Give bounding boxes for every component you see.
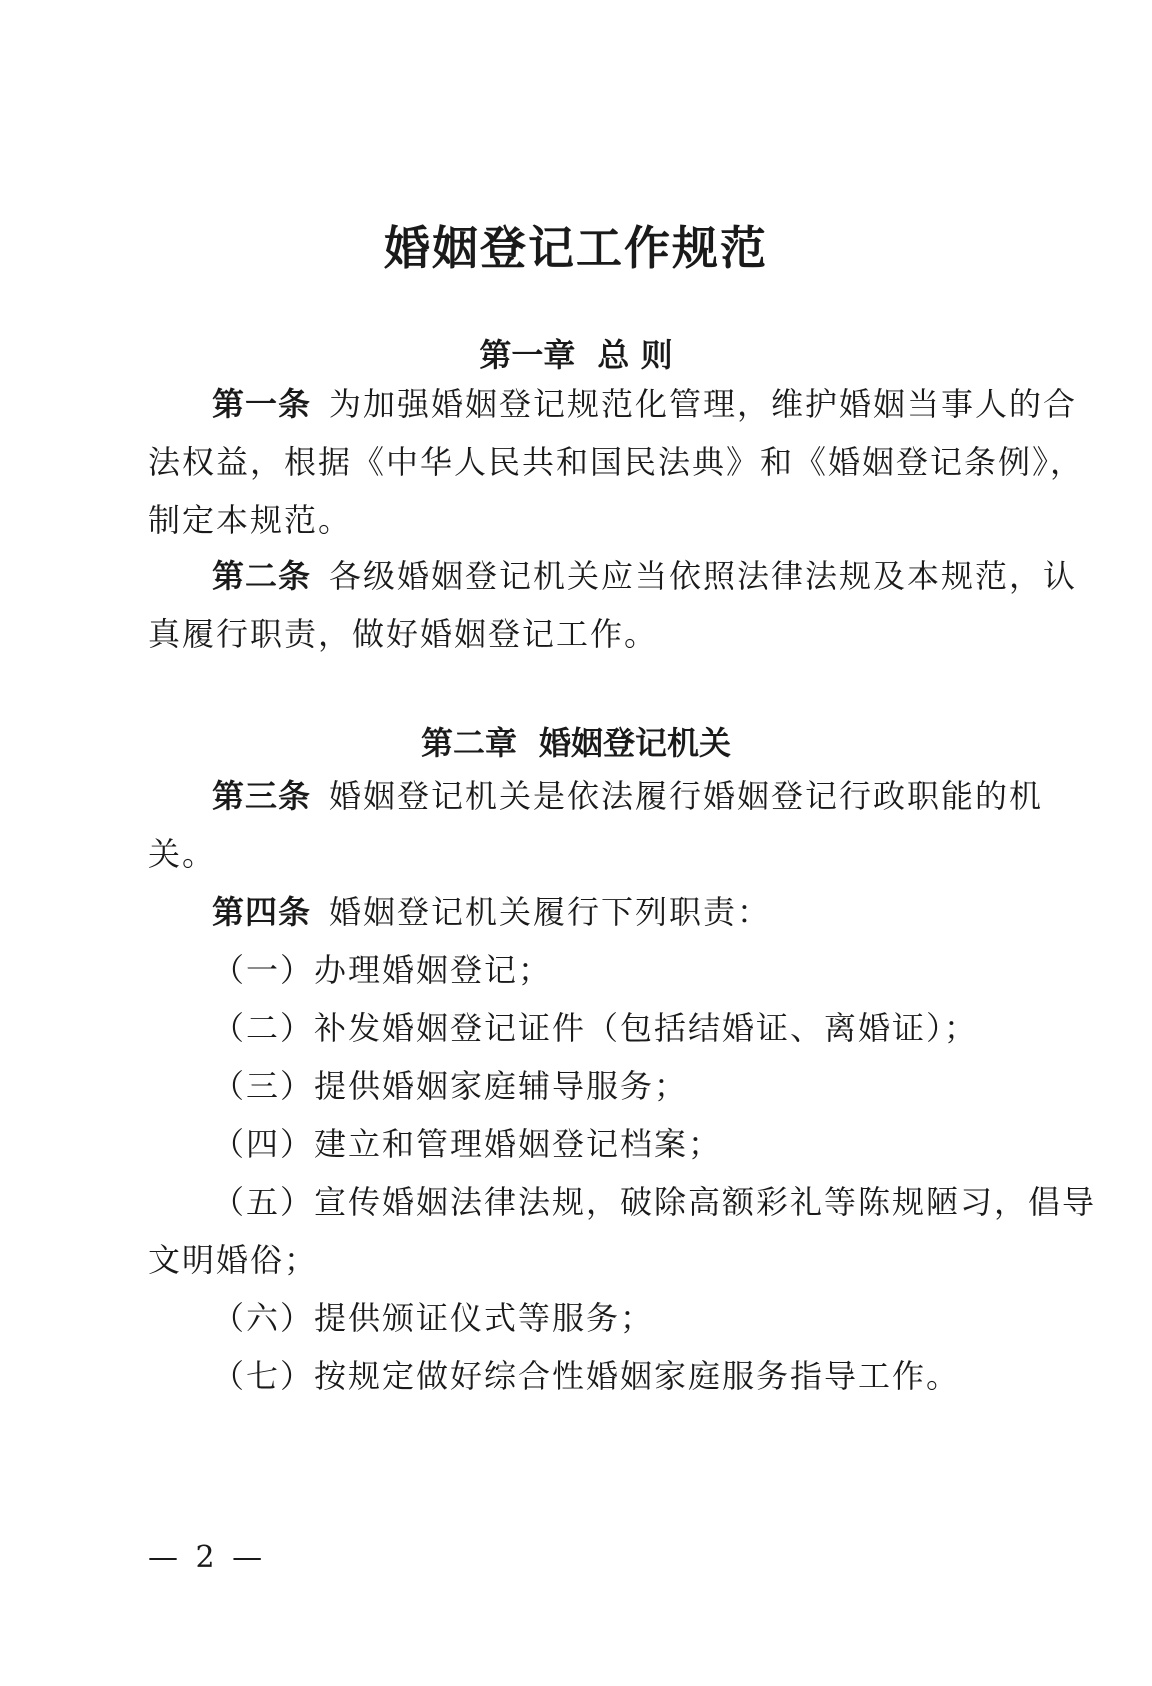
article-4-line-1 [212,892,771,932]
list-item: （一）办理婚姻登记； [212,951,553,989]
document-title: 婚姻登记工作规范 [384,221,768,275]
page-number: — 2 — [148,1540,267,1575]
article-4-text: 婚姻登记机关履行下列职责： [329,893,772,931]
list-item: （六）提供颁证仪式等服务； [212,1299,655,1337]
list-item: （七）按规定做好综合性婚姻家庭服务指导工作。 [212,1357,961,1395]
list-item-continuation: 文明婚俗； [148,1241,319,1279]
list-item: （三）提供婚姻家庭辅导服务； [212,1067,689,1105]
article-4-label: 第四条 [212,893,312,931]
article-2-label: 第二条 [212,557,312,595]
article-3-text-1: 婚姻登记机关是依法履行婚姻登记行政职能的机 [329,777,1044,815]
list-item: （五）宣传婚姻法律法规，破除高额彩礼等陈规陋习，倡导 [212,1183,1097,1221]
chapter-1-number: 第一章 [479,336,576,374]
article-1-line-3: 制定本规范。 [148,501,353,539]
chapter-1-heading [0,330,1152,376]
chapter-2-name: 婚姻登记机关 [539,724,732,762]
chapter-1-name: 总 则 [597,336,673,374]
article-3-line-1 [212,776,1044,816]
chapter-2-number: 第二章 [420,724,517,762]
chapter-2-heading [0,718,1152,764]
list-item: （二）补发婚姻登记证件（包括结婚证、离婚证）； [212,1009,979,1047]
list-item: （四）建立和管理婚姻登记档案； [212,1125,723,1163]
article-1-line-1 [212,384,1078,424]
article-2-line-2: 真履行职责，做好婚姻登记工作。 [148,615,659,653]
article-1-line-2: 法权益，根据《中华人民共和国民法典》和《婚姻登记条例》， [148,443,1085,481]
article-3-label: 第三条 [212,777,312,815]
article-2-text-1: 各级婚姻登记机关应当依照法律法规及本规范，认 [329,557,1078,595]
article-3-line-2: 关。 [148,835,217,873]
article-1-text-1: 为加强婚姻登记规范化管理，维护婚姻当事人的合 [329,385,1078,423]
article-2-line-1 [212,556,1078,596]
article-1-label: 第一条 [212,385,312,423]
